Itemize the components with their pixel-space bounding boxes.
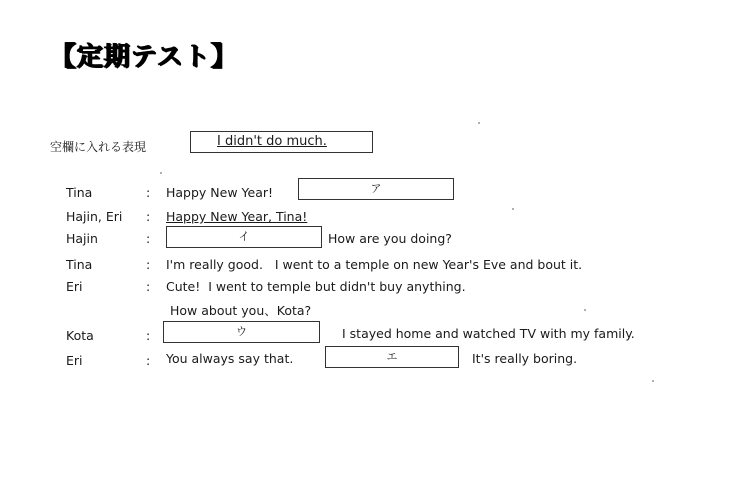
line-text: Cute! I went to temple but didn't buy anything.: [166, 279, 466, 294]
line-text: It's really boring.: [472, 351, 578, 366]
page-title: 【定期テスト】: [50, 42, 238, 72]
scan-speck: [160, 172, 162, 174]
speaker-hajin-eri: Hajin, Eri: [66, 209, 123, 224]
colon: :: [146, 257, 151, 272]
blank-a-box: ア: [298, 178, 454, 200]
colon: :: [146, 209, 151, 224]
blank-u-box: ウ: [163, 321, 320, 343]
speaker-eri: Eri: [66, 279, 83, 294]
scan-speck: [478, 122, 480, 124]
speaker-tina: Tina: [66, 257, 93, 272]
colon: :: [146, 328, 151, 343]
prompt-label: 空欄に入れる表現: [50, 140, 147, 154]
colon: :: [146, 185, 151, 200]
colon: :: [146, 279, 151, 294]
line-text: How are you doing?: [328, 231, 452, 246]
speaker-tina: Tina: [66, 185, 93, 200]
scan-speck: [652, 380, 654, 382]
blank-e-box: エ: [325, 346, 459, 368]
scan-speck: [512, 208, 514, 210]
scan-speck: [584, 309, 586, 311]
blank-i-box: イ: [166, 226, 322, 248]
colon: :: [146, 353, 151, 368]
answer-box: I didn't do much.: [190, 131, 373, 153]
line-text: I'm really good. I went to a temple on new Year's Eve and bout it.: [166, 257, 583, 272]
speaker-hajin: Hajin: [66, 231, 98, 246]
speaker-eri: Eri: [66, 353, 83, 368]
colon: :: [146, 231, 151, 246]
line-text: I stayed home and watched TV with my family.: [342, 326, 635, 341]
line-text: Happy New Year, Tina!: [166, 209, 308, 224]
line-text: Happy New Year!: [166, 185, 274, 200]
line-text: How about you、Kota?: [170, 303, 312, 318]
speaker-kota: Kota: [66, 328, 94, 343]
line-text: You always say that.: [166, 351, 294, 366]
